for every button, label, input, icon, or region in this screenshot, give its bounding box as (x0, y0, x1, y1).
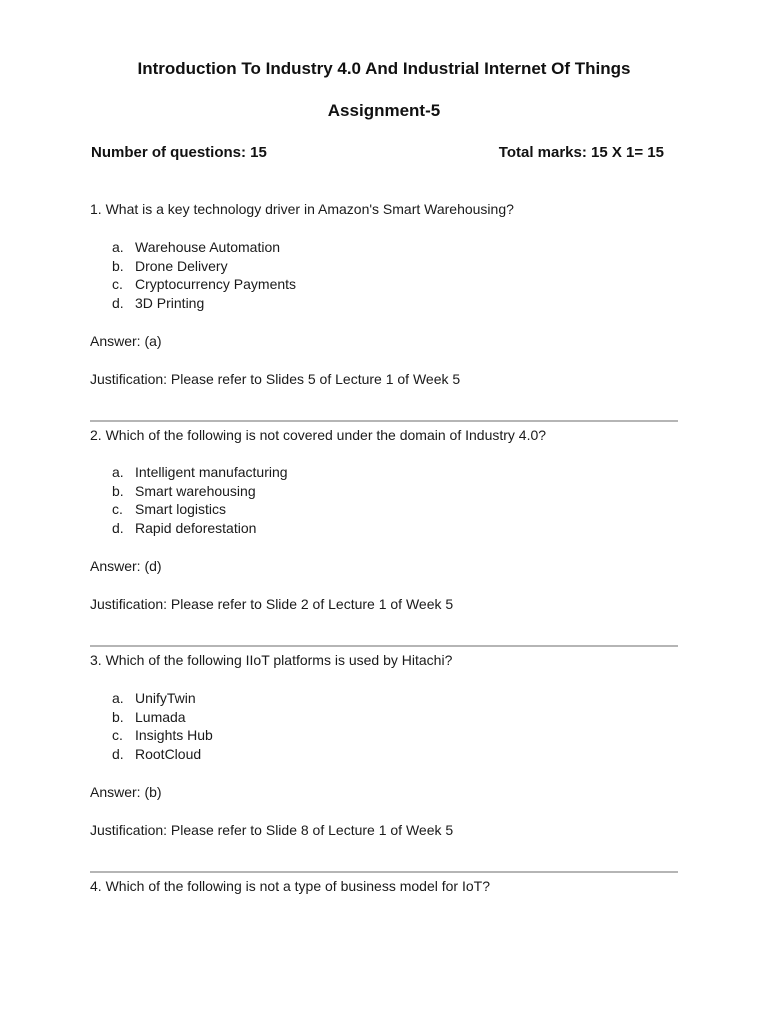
total-marks: Total marks: 15 X 1= 15 (498, 144, 664, 161)
justification: Justification: Please refer to Slide 2 of Lecture 1 of Week 5 (90, 596, 454, 612)
assignment-title: Assignment-5 (327, 101, 441, 120)
question-text: 4. Which of the following is not a type of business model for IoT? (90, 878, 490, 894)
option-letter: b. (112, 258, 124, 274)
question-text: 2. Which of the following is not covered under the domain of Industry 4.0? (90, 427, 547, 443)
justification: Justification: Please refer to Slides 5 of Lecture 1 of Week 5 (90, 371, 461, 387)
option-text: Rapid deforestation (135, 520, 257, 536)
option-letter: a. (112, 239, 124, 255)
option-text: RootCloud (135, 746, 202, 762)
question-text: 1. What is a key technology driver in Amazon's Smart Warehousing? (90, 201, 514, 217)
option-text: UnifyTwin (135, 690, 196, 706)
option-letter: d. (112, 746, 124, 762)
option-letter: a. (112, 690, 124, 706)
option-text: Warehouse Automation (135, 239, 281, 255)
option-text: Lumada (135, 709, 186, 725)
answer: Answer: (b) (90, 784, 162, 800)
number-of-questions: Number of questions: 15 (91, 144, 267, 161)
question-text: 3. Which of the following IIoT platforms is used by Hitachi? (90, 652, 453, 668)
option-text: Cryptocurrency Payments (135, 276, 297, 292)
option-text: Insights Hub (135, 727, 213, 743)
question-divider (90, 420, 678, 422)
answer: Answer: (a) (90, 333, 162, 349)
document-title: Introduction To Industry 4.0 And Industrial Internet Of Things (137, 59, 631, 78)
option-letter: c. (112, 727, 123, 743)
question-divider (90, 871, 678, 873)
question-divider (90, 645, 678, 647)
option-text: Drone Delivery (135, 258, 228, 274)
option-letter: d. (112, 520, 124, 536)
option-letter: b. (112, 709, 124, 725)
option-text: 3D Printing (135, 295, 205, 311)
option-letter: c. (112, 276, 123, 292)
option-text: Smart warehousing (135, 483, 256, 499)
answer: Answer: (d) (90, 558, 162, 574)
justification: Justification: Please refer to Slide 8 of Lecture 1 of Week 5 (90, 822, 454, 838)
option-letter: d. (112, 295, 124, 311)
option-text: Intelligent manufacturing (135, 464, 288, 480)
option-letter: c. (112, 501, 123, 517)
option-letter: a. (112, 464, 124, 480)
option-text: Smart logistics (135, 501, 227, 517)
option-letter: b. (112, 483, 124, 499)
